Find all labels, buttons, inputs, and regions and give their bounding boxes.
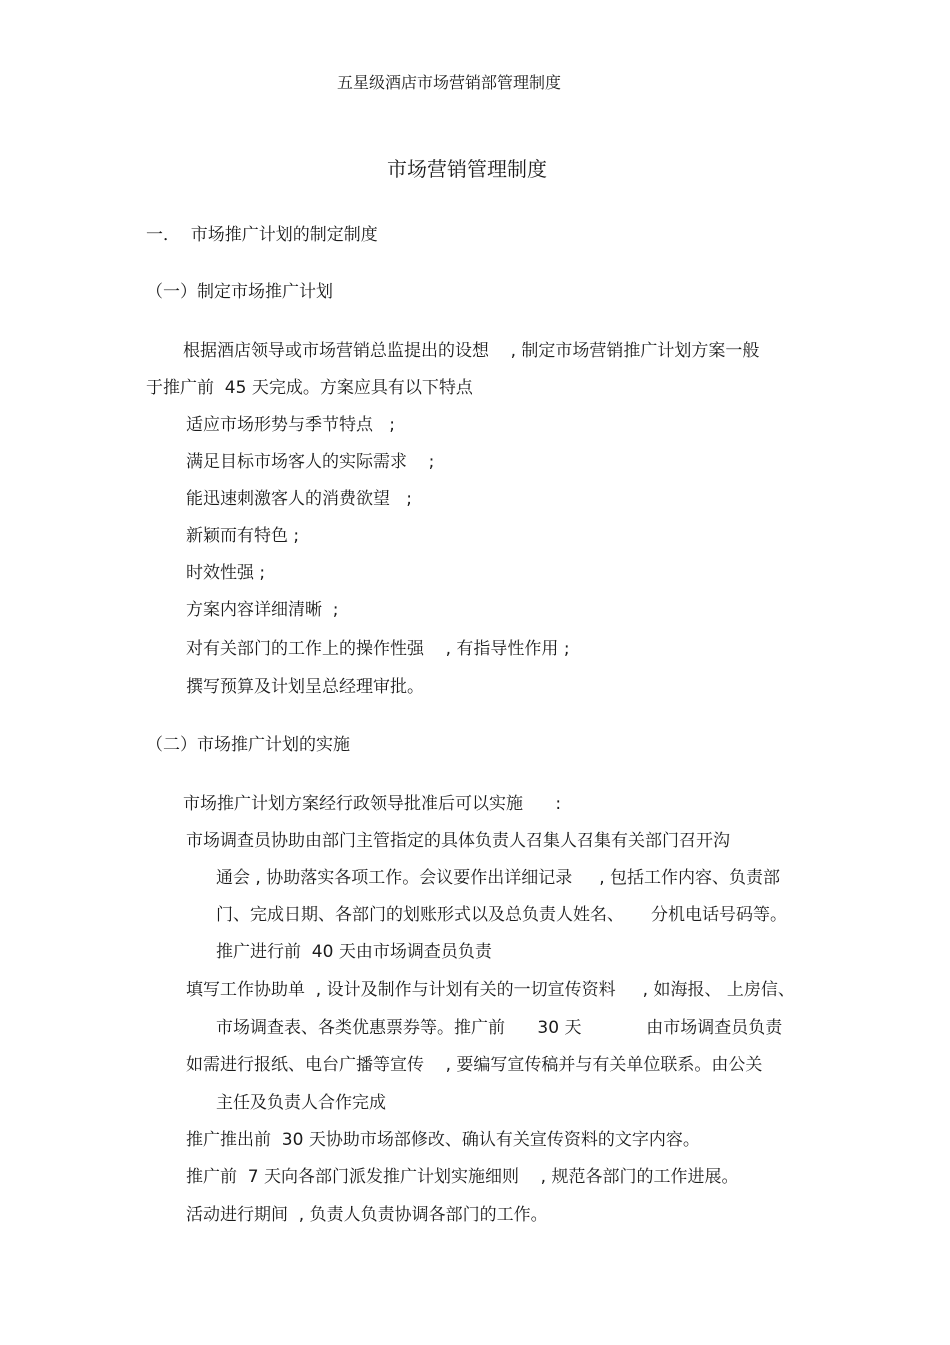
feature-item: 能迅速刺激客人的消费欲望 ; xyxy=(186,489,412,509)
subsection-1-intro-line-1: 根据酒店领导或市场营销总监提出的设想 , 制定市场营销推广计划方案一般 xyxy=(183,341,760,361)
implementation-line: 市场调查员协助由部门主管指定的具体负责人召集人召集有关部门召开沟 xyxy=(186,831,730,851)
feature-item: 撰写预算及计划呈总经理审批。 xyxy=(186,677,424,697)
implementation-line: 门、完成日期、各部门的划账形式以及总负责人姓名、 分机电话号码等。 xyxy=(216,905,788,925)
implementation-line: 市场调查表、各类优惠票券等。推广前 30 天 由市场调查员负责 xyxy=(216,1018,783,1038)
document-title: 市场营销管理制度 xyxy=(387,157,547,181)
feature-item: 满足目标市场客人的实际需求 ; xyxy=(186,452,435,472)
implementation-line: 如需进行报纸、电台广播等宣传 , 要编写宣传稿并与有关单位联系。由公关 xyxy=(186,1055,763,1075)
implementation-line: 通会 , 协助落实各项工作。会议要作出详细记录 , 包括工作内容、负责部 xyxy=(216,868,781,888)
subsection-2-heading: （二）市场推广计划的实施 xyxy=(146,735,350,755)
implementation-line: 推广前 7 天向各部门派发推广计划实施细则 , 规范各部门的工作进展。 xyxy=(186,1167,739,1187)
subsection-2-intro: 市场推广计划方案经行政领导批准后可以实施 : xyxy=(183,794,562,814)
implementation-line: 填写工作协助单 , 设计及制作与计划有关的一切宣传资料 , 如海报、 上房信、 xyxy=(186,980,795,1000)
implementation-line: 推广进行前 40 天由市场调查员负责 xyxy=(216,942,492,962)
subsection-1-intro-line-2: 于推广前 45 天完成。方案应具有以下特点 xyxy=(146,378,473,398)
section-1-heading: 一． 市场推广计划的制定制度 xyxy=(146,225,378,245)
implementation-line: 推广推出前 30 天协助市场部修改、确认有关宣传资料的文字内容。 xyxy=(186,1130,700,1150)
implementation-line: 主任及负责人合作完成 xyxy=(216,1093,386,1113)
feature-item: 对有关部门的工作上的操作性强 , 有指导性作用 ; xyxy=(186,639,570,659)
feature-item: 方案内容详细清晰 ; xyxy=(186,600,339,620)
subsection-1-heading: （一）制定市场推广计划 xyxy=(146,282,333,302)
implementation-line: 活动进行期间 , 负责人负责协调各部门的工作。 xyxy=(186,1205,548,1225)
document-header: 五星级酒店市场营销部管理制度 xyxy=(337,73,562,92)
feature-item: 新颖而有特色 ; xyxy=(186,526,300,546)
feature-item: 时效性强 ; xyxy=(186,563,266,583)
feature-item: 适应市场形势与季节特点 ; xyxy=(186,415,395,435)
